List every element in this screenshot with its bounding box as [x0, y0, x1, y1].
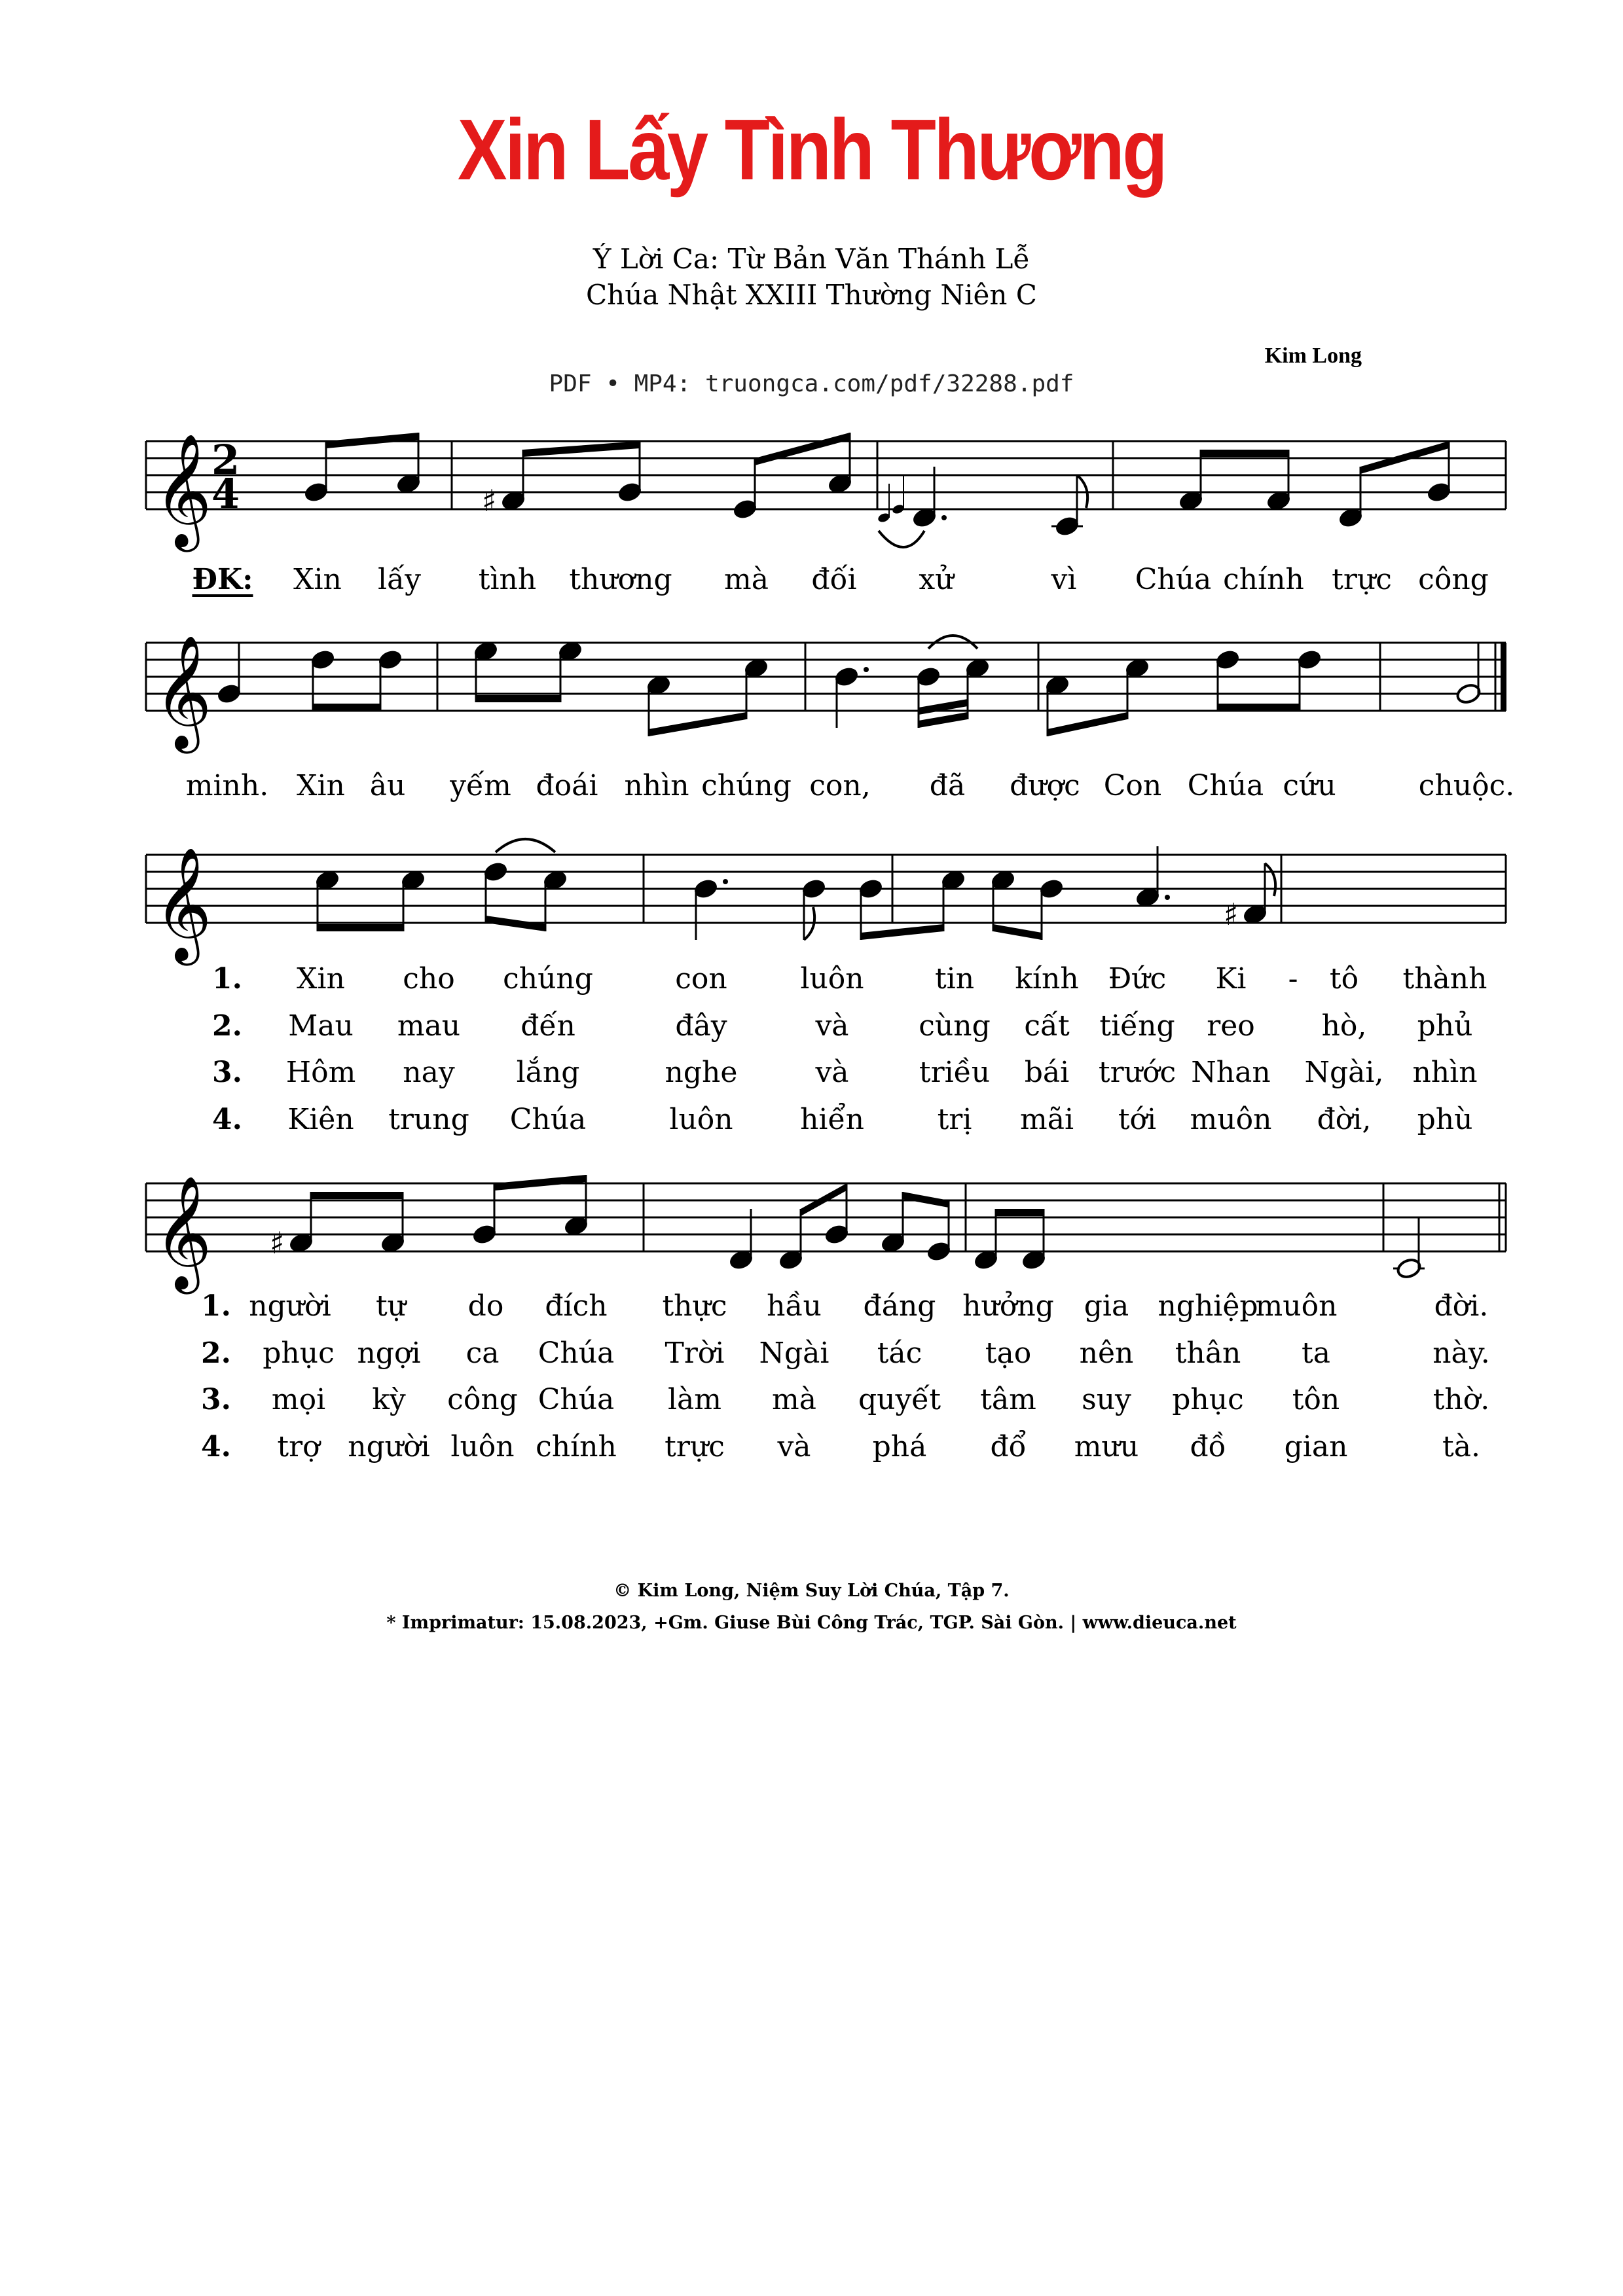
treble-clef-icon: 𝄞 [154, 433, 212, 547]
lyric-syllable: lắng [516, 1056, 580, 1089]
final-barline-thick [1501, 643, 1506, 711]
lyric-syllable: thờ. [1432, 1383, 1490, 1416]
beam [993, 924, 1042, 940]
staff-system [0, 1124, 1623, 1295]
lyric-line [0, 1009, 1623, 1049]
dot [864, 667, 869, 672]
lyric-syllable: thực [662, 1289, 727, 1323]
lyric-syllable: minh. [185, 769, 269, 802]
lyric-syllable: yếm [450, 769, 511, 802]
beam [311, 1192, 403, 1199]
lyric-syllable: chuộc. [1418, 769, 1515, 802]
lyric-syllable: phục [263, 1336, 335, 1370]
beam [919, 712, 968, 728]
lyric-syllable: Chúa [1187, 769, 1264, 802]
lyric-syllable: mọi [271, 1383, 326, 1416]
lyric-syllable: tiếng [1099, 1009, 1175, 1043]
lyric-syllable: Hôm [285, 1056, 356, 1089]
sharp-icon: ♯ [1224, 897, 1239, 932]
lyric-syllable: tình [478, 563, 537, 596]
lyric-syllable: hiển [800, 1103, 864, 1136]
lyric-syllable: Xin [297, 962, 345, 996]
lyric-syllable: cùng [919, 1009, 991, 1043]
lyric-syllable: Ngài [759, 1336, 830, 1370]
lyric-syllable: mà [724, 563, 769, 596]
lyric-syllable: nghe [665, 1056, 738, 1089]
lyric-syllable: ca [465, 1336, 500, 1370]
lyric-syllable: chúng [503, 962, 593, 996]
verse-number: 2. [212, 1009, 242, 1043]
lyric-syllable: đây [675, 1009, 727, 1043]
lyric-syllable: Xin [293, 563, 342, 596]
lyric-syllable: chính [536, 1430, 617, 1463]
sharp-icon: ♯ [482, 483, 497, 518]
dot [1165, 895, 1170, 900]
lyric-syllable: Đức [1108, 962, 1167, 996]
beam-secondary [919, 699, 968, 715]
beam [326, 433, 418, 448]
lyric-syllable: chúng [701, 769, 792, 802]
lyric-syllable: đáng [863, 1289, 936, 1323]
lyric-syllable: đời. [1434, 1289, 1489, 1323]
lyric-syllable: reo [1207, 1009, 1255, 1043]
beam [755, 433, 850, 465]
lyric-syllable: làm [667, 1383, 722, 1416]
lyric-syllable: con [675, 962, 727, 996]
staff-system [0, 584, 1623, 754]
lyric-syllable: tới [1118, 1103, 1157, 1136]
lyric-syllable: công [447, 1383, 518, 1416]
imprimatur-notice: * Imprimatur: 15.08.2023, +Gm. Giuse Bùi Công Trác, TGP. Sài Gòn. | www.dieuca.net [386, 1613, 1237, 1633]
lyric-syllable: này. [1432, 1336, 1490, 1370]
lyric-line [0, 962, 1623, 1001]
lyric-syllable: Con [1103, 769, 1162, 802]
beam [649, 712, 746, 736]
lyric-syllable: muôn [1255, 1289, 1338, 1323]
lyric-line [0, 1336, 1623, 1376]
refrain-label: ĐK: [192, 563, 253, 596]
lyric-syllable: muôn [1190, 1103, 1272, 1136]
lyric-line [0, 1289, 1623, 1329]
copyright-notice: © Kim Long, Niệm Suy Lời Chúa, Tập 7. [613, 1581, 1010, 1601]
lyric-syllable: nhìn [1412, 1056, 1478, 1089]
lyric-syllable: thân [1175, 1336, 1241, 1370]
liturgical-occasion-line: Chúa Nhật XXIII Thường Niên C [586, 279, 1037, 311]
time-signature-bottom: 4 [211, 470, 240, 518]
flag [1265, 863, 1275, 896]
lyric-syllable: con, [809, 769, 871, 802]
lyric-syllable: luôn [450, 1430, 515, 1463]
beam [318, 924, 403, 931]
beam [476, 695, 560, 702]
beam [313, 704, 380, 711]
lyric-syllable: tin [934, 962, 975, 996]
lyric-syllable: trị [937, 1103, 972, 1136]
verse-number: 3. [212, 1056, 242, 1089]
lyric-syllable: thương [569, 563, 672, 596]
verse-number: 1. [212, 962, 242, 996]
lyric-syllable: nay [403, 1056, 455, 1089]
verse-number: 3. [201, 1383, 231, 1416]
lyric-syllable: hầu [767, 1289, 822, 1323]
lyric-syllable: chính [1223, 563, 1304, 596]
beam [1048, 712, 1127, 736]
lyric-syllable: tâm [980, 1383, 1036, 1416]
dot [941, 515, 947, 520]
lyric-syllable: Trời [665, 1336, 725, 1370]
verse-number: 1. [201, 1289, 231, 1323]
lyric-syllable: đoái [536, 769, 598, 802]
lyric-syllable: do [467, 1289, 504, 1323]
lyric-syllable: Kiên [287, 1103, 354, 1136]
lyric-syllable: trợ [277, 1430, 320, 1463]
lyric-syllable: luôn [800, 962, 864, 996]
lyric-syllable: đích [545, 1289, 608, 1323]
lyric-syllable: đến [520, 1009, 575, 1043]
lyric-syllable: luôn [669, 1103, 733, 1136]
lyric-syllable: kính [1015, 962, 1079, 996]
lyric-syllable: Chúa [538, 1383, 615, 1416]
lyric-syllable: mau [397, 1009, 461, 1043]
lyric-syllable: đổ [990, 1430, 1027, 1463]
grace-slur [879, 531, 924, 547]
lyric-syllable: Nhan [1191, 1056, 1271, 1089]
lyric-syllable: cất [1024, 1009, 1070, 1043]
lyric-syllable: tô [1329, 962, 1359, 996]
lyric-syllable: mưu [1074, 1430, 1139, 1463]
lyric-syllable: vì [1051, 563, 1077, 596]
lyric-syllable: cứu [1283, 769, 1336, 802]
dot [723, 879, 728, 884]
lyric-syllable: và [815, 1056, 849, 1089]
treble-clef-icon: 𝄞 [154, 1175, 212, 1289]
beam [996, 1209, 1044, 1216]
beam [861, 924, 943, 940]
lyric-syllable: hò, [1321, 1009, 1367, 1043]
lyric-syllable: Ki [1215, 962, 1247, 996]
lyric-line [0, 1383, 1623, 1422]
beam [523, 441, 640, 457]
song-title: Xin Lấy Tình Thương [457, 101, 1166, 198]
beam [486, 916, 545, 931]
lyric-syllable: và [777, 1430, 811, 1463]
lyric-syllable: Chúa [509, 1103, 587, 1136]
lyric-syllable: trực [1332, 563, 1392, 596]
lyrics-source-line: Ý Lời Ca: Từ Bản Văn Thánh Lễ [593, 243, 1030, 275]
lyric-syllable: ngợi [357, 1336, 421, 1370]
lyric-syllable: cho [403, 962, 455, 996]
lyric-syllable: trước [1098, 1056, 1176, 1089]
lyric-syllable: nghiệp [1158, 1289, 1258, 1323]
lyric-syllable: tác [877, 1336, 922, 1370]
verse-number: 2. [201, 1336, 231, 1370]
lyric-syllable: ta [1302, 1336, 1330, 1370]
lyric-syllable: Ngài, [1304, 1056, 1384, 1089]
composer-name: Kim Long [1264, 344, 1362, 368]
lyric-syllable: và [815, 1009, 849, 1043]
lyric-syllable: phục [1172, 1383, 1244, 1416]
lyric-syllable: phá [872, 1430, 927, 1463]
lyric-line [0, 1430, 1623, 1469]
lyric-syllable: lấy [378, 563, 421, 596]
lyric-syllable: công [1418, 563, 1489, 596]
lyric-syllable: đã [929, 769, 966, 802]
lyric-syllable: Xin [297, 769, 345, 802]
beam [1218, 704, 1300, 711]
lyric-syllable: suy [1082, 1383, 1131, 1416]
lyric-syllable: Chúa [1135, 563, 1212, 596]
lyric-syllable: phủ [1417, 1009, 1473, 1043]
treble-clef-icon: 𝄞 [154, 635, 212, 749]
lyric-syllable: mãi [1019, 1103, 1074, 1136]
lyric-syllable: nhìn [624, 769, 689, 802]
lyric-syllable: đời, [1317, 1103, 1372, 1136]
beam [1201, 450, 1288, 457]
lyric-syllable: được [1010, 769, 1080, 802]
lyric-syllable: tà. [1442, 1430, 1480, 1463]
lyric-syllable: gia [1084, 1289, 1129, 1323]
pdf-mp4-link[interactable]: PDF • MP4: truongca.com/pdf/32288.pdf [549, 370, 1074, 397]
lyric-syllable: gian [1284, 1430, 1348, 1463]
lyric-syllable: đối [811, 563, 857, 596]
lyric-syllable: nên [1079, 1336, 1134, 1370]
time-signature-top: 2 [211, 436, 240, 484]
sharp-icon: ♯ [270, 1225, 285, 1261]
lyric-syllable: tôn [1292, 1383, 1340, 1416]
verse-number: 4. [201, 1430, 231, 1463]
treble-clef-icon: 𝄞 [154, 847, 212, 961]
staff-system [0, 796, 1623, 966]
lyric-syllable: mà [772, 1383, 816, 1416]
lyric-syllable: bái [1024, 1056, 1070, 1089]
lyric-syllable: Mau [288, 1009, 354, 1043]
lyric-line [0, 1056, 1623, 1095]
lyric-syllable: triều [919, 1056, 991, 1089]
lyric-syllable: thành [1402, 962, 1487, 996]
verse-number: 4. [212, 1103, 242, 1136]
lyric-syllable: người [348, 1430, 430, 1463]
lyric-syllable: - [1288, 962, 1298, 996]
lyric-syllable: Chúa [538, 1336, 615, 1370]
lyric-syllable: đồ [1190, 1430, 1226, 1463]
lyric-syllable: tự [375, 1289, 407, 1323]
lyric-syllable: người [249, 1289, 331, 1323]
lyric-syllable: kỳ [372, 1383, 406, 1416]
lyric-syllable: trực [665, 1430, 725, 1463]
slur [496, 839, 555, 852]
lyric-syllable: phù [1417, 1103, 1473, 1136]
beam [494, 1175, 586, 1191]
lyric-syllable: âu [369, 769, 406, 802]
staff-system [0, 382, 1623, 552]
beam [903, 1192, 949, 1208]
lyric-syllable: hưởng [962, 1289, 1054, 1323]
lyric-syllable: xử [919, 563, 954, 596]
lyric-syllable: tạo [985, 1336, 1032, 1370]
lyric-syllable: trung [388, 1103, 469, 1136]
lyric-syllable: quyết [858, 1383, 941, 1416]
